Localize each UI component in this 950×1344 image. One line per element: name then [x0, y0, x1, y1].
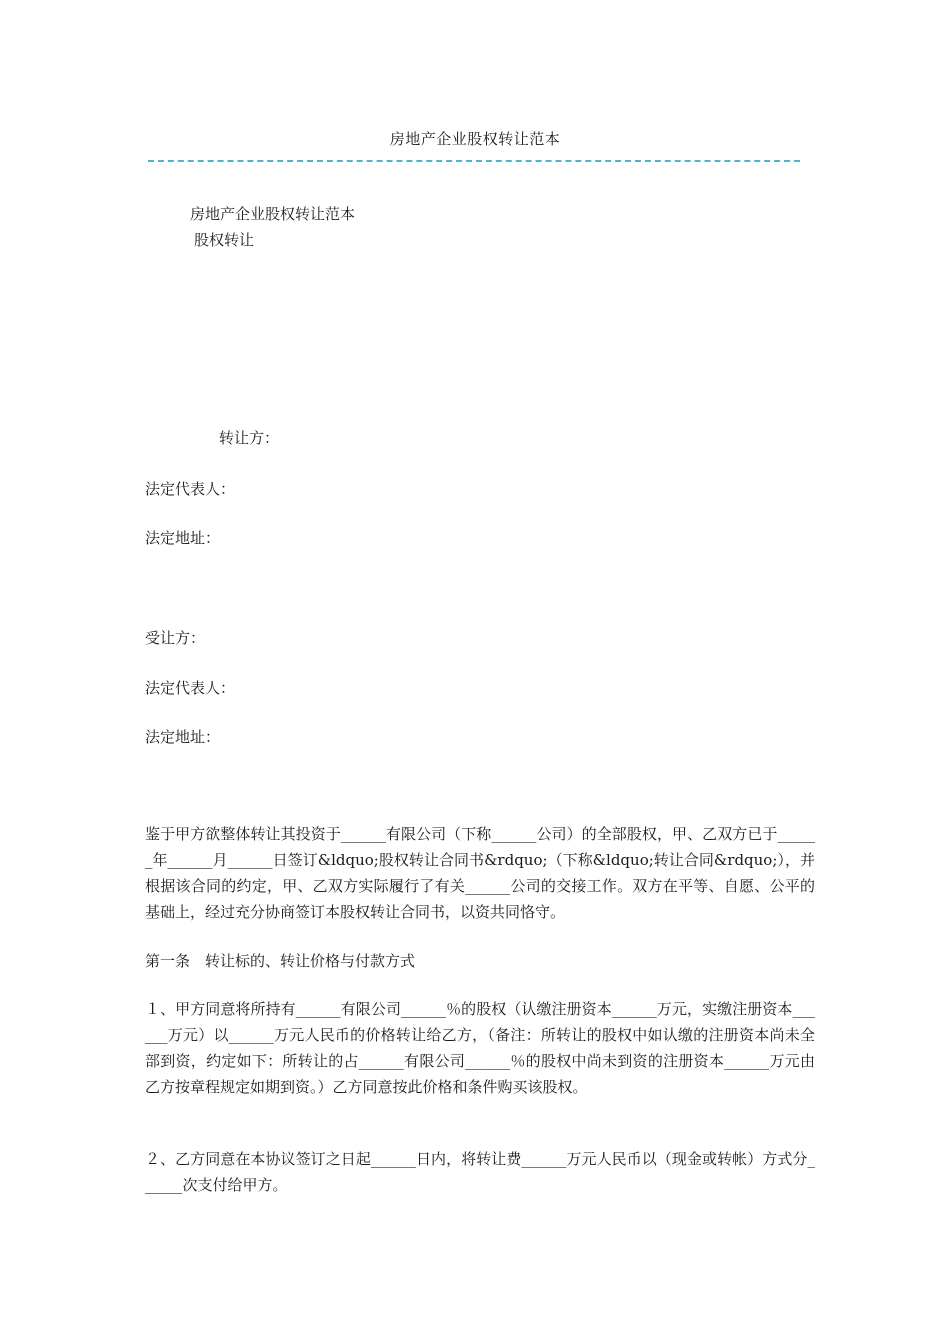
article-1-heading: 第一条 转让标的、转让价格与付款方式 — [145, 952, 416, 970]
transferor-address-label: 法定地址： — [145, 529, 221, 547]
header-divider — [148, 160, 800, 162]
article-1-clause-1: １、甲方同意将所持有______有限公司______％的股权（认缴注册资本______万元，实缴注册资本______万元）以______万元人民币的价格转让给乙方，（备注：所转让的股权中如认缴的注册资本尚未全部到资，约定如下：所转让的占______有限公司______％的股权中尚未到资的注册资本______万元由乙方按章程规定如期到资。）乙方同意按此价格和条件购买该股权。 — [145, 1000, 815, 1096]
intro-subtitle: 股权转让 — [194, 231, 255, 249]
transferor-label: 转让方： — [219, 429, 280, 447]
preamble-paragraph: 鉴于甲方欲整体转让其投资于______有限公司（下称______公司）的全部股权，甲、乙双方已于______年______月______日签订&ldquo;股权转让合同书&rdquo;（下称&ldquo;转让合同&rdquo;），并根据该合同的约定，甲、乙双方实际履行了有关______公司的交接工作。双方在平等、自愿、公平的基础上，经过充分协商签订本股权转让合同书，以资共同恪守。 — [145, 825, 815, 921]
intro-title: 房地产企业股权转让范本 — [190, 205, 356, 223]
article-1-clause-2: ２、乙方同意在本协议签订之日起______日内，将转让费______万元人民币以（现金或转帐）方式分______次支付给甲方。 — [145, 1150, 815, 1194]
transferee-rep-label: 法定代表人： — [145, 679, 236, 697]
transferee-label: 受让方： — [145, 629, 206, 647]
transferor-rep-label: 法定代表人： — [145, 480, 236, 498]
page-header-title: 房地产企业股权转让范本 — [389, 130, 561, 148]
transferee-address-label: 法定地址： — [145, 728, 221, 746]
